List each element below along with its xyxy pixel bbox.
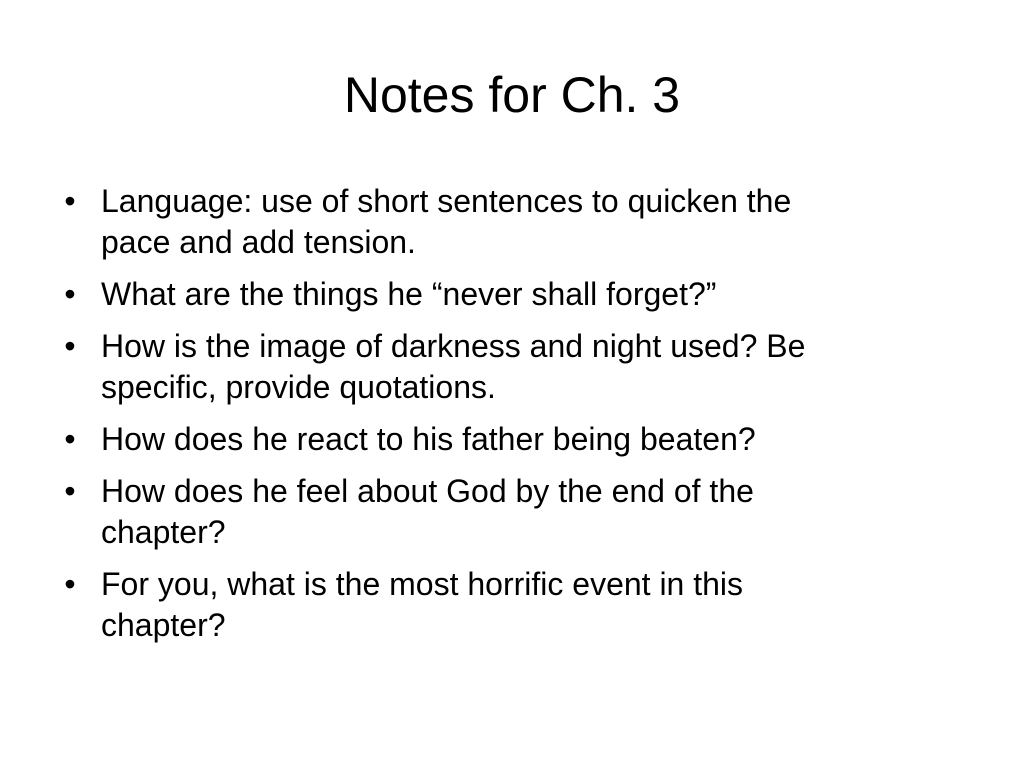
bullet-item-father-beaten (58, 419, 968, 460)
bullet-dot-icon: • (64, 566, 76, 602)
bullet-item-horrific-event (58, 564, 968, 646)
bullet-text-line: chapter? (101, 514, 226, 550)
bullet-list (58, 181, 968, 657)
bullet-text-line: Language: use of short sentences to quicken the (101, 183, 792, 219)
bullet-dot-icon: • (64, 328, 76, 364)
bullet-text-line: chapter? (101, 607, 226, 643)
bullet-item-never-forget (58, 274, 968, 315)
bullet-text-line: How does he react to his father being beaten? (101, 421, 756, 457)
bullet-text-line: How is the image of darkness and night used? Be (101, 328, 806, 364)
bullet-text-line: specific, provide quotations. (101, 369, 496, 405)
bullet-text-line: What are the things he “never shall forget?” (101, 276, 717, 312)
slide-title: Notes for Ch. 3 (343, 67, 681, 123)
bullet-text-line: How does he feel about God by the end of the (101, 473, 754, 509)
bullet-item-darkness-night (58, 326, 968, 408)
bullet-dot-icon: • (64, 276, 76, 312)
bullet-dot-icon: • (64, 473, 76, 509)
bullet-item-feel-about-god (58, 471, 968, 553)
bullet-text-line: pace and add tension. (101, 224, 416, 260)
bullet-dot-icon: • (64, 183, 76, 219)
bullet-text-line: For you, what is the most horrific event in this (101, 566, 744, 602)
bullet-dot-icon: • (64, 421, 76, 457)
bullet-item-language (58, 181, 968, 263)
